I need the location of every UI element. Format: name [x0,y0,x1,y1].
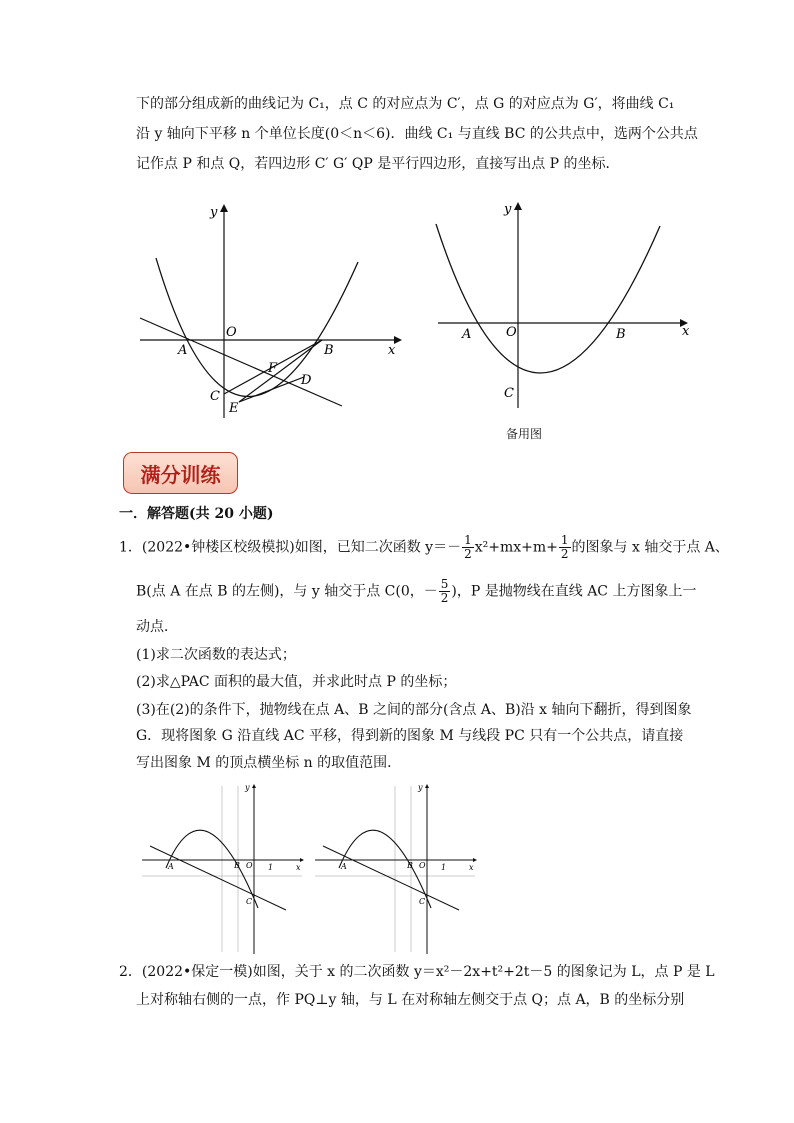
q1-line-2 [136,578,696,605]
frac2-num: 1 [560,533,569,547]
fig4-label-y: y [418,783,423,792]
fig1-label-D: D [301,373,312,388]
q1-fraction-2 [559,534,571,561]
q2-line-1 [119,962,715,982]
frac3-num: 5 [440,577,449,591]
fig3-label-C: C [246,897,253,906]
fig3-label-B: B [234,861,240,870]
intro-line-2: 沿 y 轴向下平移 n 个单位长度(0＜n＜6)．曲线 C₁ 与直线 BC 的公共点中，选两个公共点 [136,126,698,142]
intro-line-1: 下的部分组成新的曲线记为 C₁，点 C 的对应点为 C′，点 G 的对应点为 G′，将曲线 C₁ [136,96,675,112]
q1-text-1a: (2022•钟楼区校级模拟)如图，已知二次函数 y＝－ [141,539,462,556]
fig1-label-B: B [324,343,334,358]
fig3-label-A: A [168,862,174,871]
q1-number: 1． [119,539,142,556]
figure-2 [432,196,694,411]
fig2-label-x: x [682,324,690,339]
fig2-label-y: y [504,202,512,217]
q1-text-1c: 的图象与 x 轴交于点 A、 [571,539,729,556]
q1-line-1 [119,534,729,561]
frac1-den: 2 [464,547,472,561]
q1-text-2b: )，P 是抛物线在直线 AC 上方图象上一 [451,583,697,600]
frac2-den: 2 [560,547,569,561]
intro-line-3: 记作点 P 和点 Q，若四边形 C′ G′ QP 是平行四边形，直接写出点 P 的坐标． [136,156,620,172]
fig4-label-O: O [419,861,426,870]
q1-part-1: (1)求二次函数的表达式； [136,647,296,663]
fig1-label-x: x [388,343,396,358]
q1-text-2a: B(点 A 在点 B 的左侧)，与 y 轴交于点 C(0，－ [136,583,438,600]
fig3-label-x: x [296,863,301,872]
fig2-label-B: B [616,327,626,342]
figure-1 [136,200,406,425]
q1-part-3c: 写出图象 M 的顶点横坐标 n 的取值范围． [136,755,402,771]
figure-2-caption: 备用图 [506,427,543,441]
fig3-label-O: O [246,861,253,870]
fig4-label-B: B [407,861,413,870]
frac1-num: 1 [464,533,472,547]
fig2-label-O: O [506,325,517,340]
q1-line-3: 动点． [136,619,178,635]
figure-3 [138,780,310,956]
q1-fraction-1 [462,534,474,561]
q1-fraction-3 [439,578,451,605]
fig3-label-1: 1 [268,863,274,872]
q2-line-2: 上对称轴右侧的一点，作 PQ⊥y 轴，与 L 在对称轴左侧交于点 Q；点 A，B 的坐标分别 [136,992,685,1008]
fig1-label-E: E [229,401,239,416]
fig2-label-A: A [462,327,472,342]
q2-number: 2． [119,964,142,980]
section-title: 一．解答题(共 20 小题) [119,506,274,522]
fig1-label-y: y [210,205,218,220]
fig3-label-y: y [245,783,250,792]
figure-4 [311,780,483,956]
fig4-label-x: x [469,863,474,872]
fig2-label-C: C [504,386,514,401]
fig4-label-1: 1 [441,863,447,872]
fig4-label-C: C [419,897,426,906]
q2-text-1: (2022•保定一模)如图，关于 x 的二次函数 y＝x²－2x+t²+2t－5 的图象记为 L，点 P 是 L [141,964,715,980]
fig1-label-O: O [226,325,237,340]
q1-part-2: (2)求△PAC 面积的最大值，并求此时点 P 的坐标； [136,674,457,690]
fig4-label-A: A [341,862,347,871]
full-score-training-banner: 满分训练 [123,452,238,494]
q1-part-3b: G．现将图象 G 沿直线 AC 平移，得到新的图象 M 与线段 PC 只有一个公共点，请直接 [136,728,684,744]
fig1-label-C: C [210,389,220,404]
frac3-den: 2 [440,591,449,605]
q1-text-1b: x²+mx+m+ [474,539,558,556]
fig1-label-A: A [178,343,188,358]
fig1-label-F: F [268,361,278,376]
q1-part-3a: (3)在(2)的条件下，抛物线在点 A、B 之间的部分(含点 A、B)沿 x 轴向下翻折，得到图象 [136,702,692,718]
